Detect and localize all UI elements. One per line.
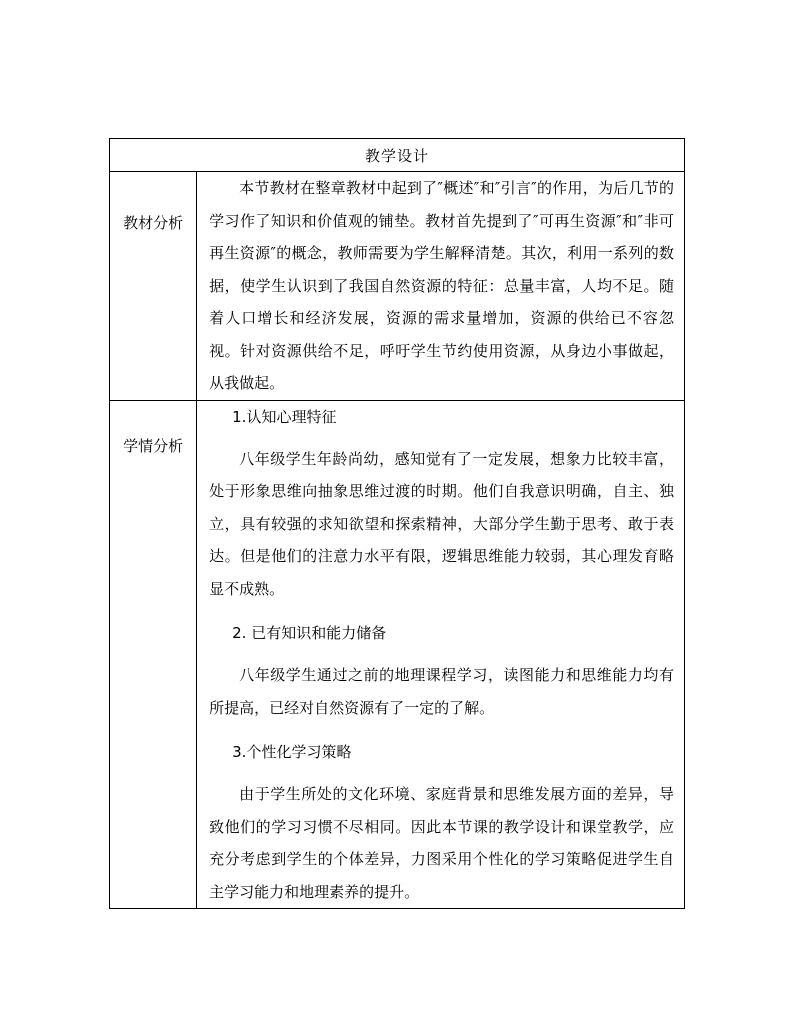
row-label-cell [110, 400, 197, 909]
section-heading-strategy: 3.个性化学习策略 [232, 743, 352, 761]
textbook-analysis-content [197, 172, 685, 401]
row-label-textbook-analysis: 教材分析 [123, 214, 184, 232]
table-row-student-analysis [110, 400, 685, 909]
title-row [110, 139, 685, 172]
section-body-cognitive: 八年级学生年龄尚幼，感知觉有了一定发展，想象力比较丰富，处于形象思维向抽象思维过渡的时期。他们自我意识明确，自主、独立，具有较强的求知欲望和探索精神，大部分学生勤于思考、敢于表达。但是他们的注意力水平有限，逻辑思维能力较弱，其心理发育略显不成熟。 [209, 449, 674, 598]
row-label-student-analysis: 学情分析 [123, 436, 184, 455]
teaching-design-table [109, 138, 685, 909]
section-body-knowledge: 八年级学生通过之前的地理课程学习，读图能力和思维能力均有所提高，已经对自然资源有了一定的了解。 [209, 666, 674, 717]
section-body-strategy: 由于学生所处的文化环境、家庭背景和思维发展方面的差异，导致他们的学习习惯不尽相同。因此本节课的教学设计和课堂教学，应充分考虑到学生的个体差异，力图采用个性化的学习策略促进学生自主学习能力和地理素养的提升。 [209, 785, 674, 901]
textbook-analysis-paragraph: 本节教材在整章教材中起到了″概述″和″引言″的作用，为后几节的学习作了知识和价值观的铺垫。教材首先提到了″可再生资源″和″非可再生资源″的概念，教师需要为学生解释清楚。其次，利用一系列的数据，使学生认识到了我国自然资源的特征：总量丰富，人均不足。随着人口增长和经济发展，资源的需求量增加，资源的供给已不容忽视。针对资源供给不足，呼吁学生节约使用资源，从身边小事做起，从我做起。 [209, 179, 674, 392]
table-row-textbook-analysis [110, 172, 685, 401]
table-title: 教学设计 [110, 139, 685, 172]
section-heading-cognitive: 1.认知心理特征 [232, 407, 337, 426]
section-heading-knowledge: 2. 已有知识和能力储备 [232, 624, 387, 642]
row-label-cell [110, 172, 197, 401]
student-analysis-content [197, 400, 685, 909]
